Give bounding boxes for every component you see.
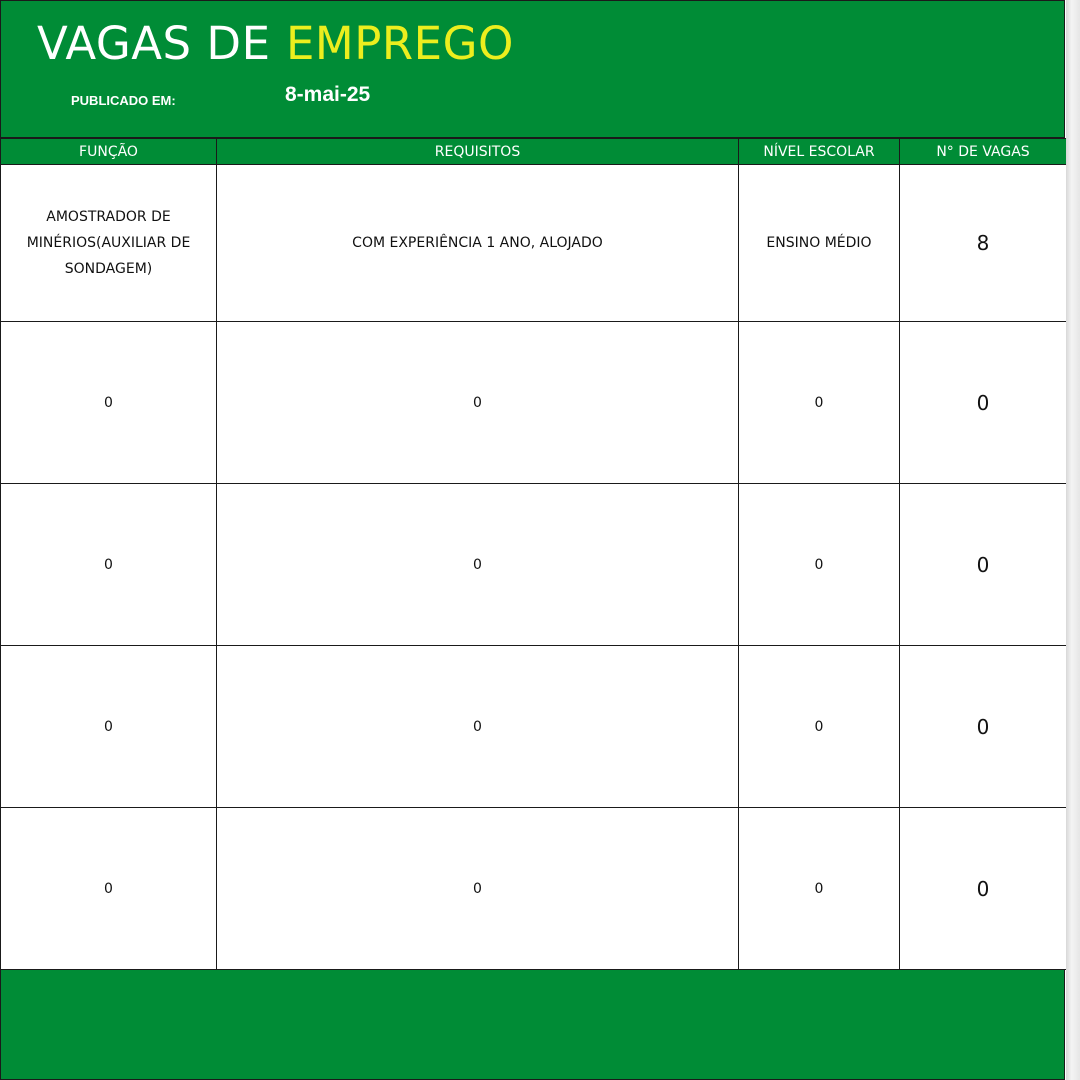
column-header-nivel-escolar: NÍVEL ESCOLAR <box>739 139 900 165</box>
cell-requisitos: COM EXPERIÊNCIA 1 ANO, ALOJADO <box>217 165 739 322</box>
title-vagas-de: VAGAS DE <box>37 17 271 70</box>
cell-nivel-escolar: ENSINO MÉDIO <box>739 165 900 322</box>
published-date: 8-mai-25 <box>285 83 371 106</box>
table-row <box>1 646 1067 808</box>
cell-requisitos: 0 <box>217 322 739 484</box>
cell-nivel-escolar: 0 <box>739 808 900 970</box>
table-row <box>1 808 1067 970</box>
cell-funcao: AMOSTRADOR DE MINÉRIOS(AUXILIAR DE SONDAGEM) <box>1 165 217 322</box>
table-row <box>1 484 1067 646</box>
header-banner <box>0 0 1065 138</box>
cell-requisitos: 0 <box>217 646 739 808</box>
cell-numero-vagas: 0 <box>900 322 1067 484</box>
cell-numero-vagas: 0 <box>900 646 1067 808</box>
column-header-requisitos: REQUISITOS <box>217 139 739 165</box>
cell-numero-vagas: 0 <box>900 484 1067 646</box>
cell-nivel-escolar: 0 <box>739 484 900 646</box>
cell-numero-vagas: 0 <box>900 808 1067 970</box>
cell-funcao: 0 <box>1 484 217 646</box>
cell-numero-vagas: 8 <box>900 165 1067 322</box>
cell-funcao: 0 <box>1 322 217 484</box>
table-row <box>1 165 1067 322</box>
table-header-row <box>1 139 1067 165</box>
cell-requisitos: 0 <box>217 484 739 646</box>
published-label: PUBLICADO EM: <box>71 93 176 108</box>
cell-funcao: 0 <box>1 646 217 808</box>
column-header-numero-vagas: N° DE VAGAS <box>900 139 1067 165</box>
cell-nivel-escolar: 0 <box>739 322 900 484</box>
title-emprego: EMPREGO <box>286 17 514 70</box>
cell-funcao: 0 <box>1 808 217 970</box>
cell-requisitos: 0 <box>217 808 739 970</box>
cell-nivel-escolar: 0 <box>739 646 900 808</box>
page-edge <box>1066 0 1080 1080</box>
jobs-table <box>0 138 1067 970</box>
footer-banner <box>0 969 1065 1080</box>
column-header-funcao: FUNÇÃO <box>1 139 217 165</box>
table-row <box>1 322 1067 484</box>
